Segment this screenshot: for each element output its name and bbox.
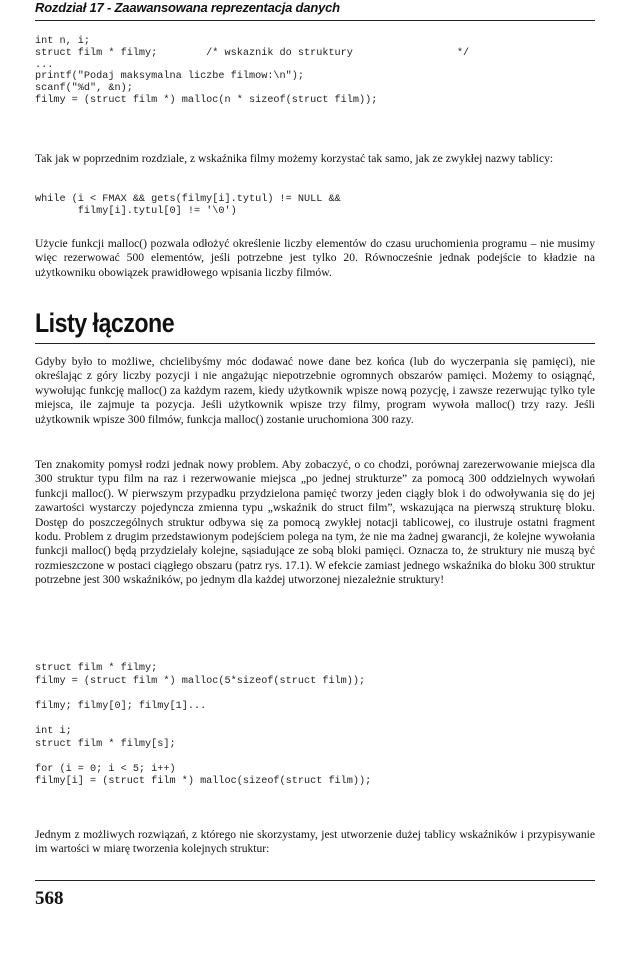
running-header: Rozdział 17 - Zaawansowana reprezentacja danych bbox=[35, 0, 340, 15]
header-rule bbox=[35, 20, 595, 21]
section-heading-rule bbox=[35, 343, 595, 344]
footer-rule bbox=[35, 880, 595, 881]
paragraph-noncontiguous-problem: Ten znakomity pomysł rodzi jednak nowy problem. Aby zobaczyć, o co chodzi, porównaj zarezerwowanie miejsca dla 300 struktur typu film na raz i rezerwowanie miejsca „po jednej strukturze” za pomocą 300 oddzielnych wywołań funkcji malloc(). W pierwszym przypadku przydzielona pamięć tworzy jeden ciągły blok i do odwoływania się do jej zawartości wystarczy pojedyncza zmienna typu „wskaźnik do struct film”, wskazująca na pierwszą strukturę bloku. Dostęp do poszczególnych struktur odbywa się za pomocą zwykłej notacji tablicowej, co ilustruje ostatni fragment kodu. Problem z drugim przedstawionym podejściem polega na tym, że nie ma żadnej gwarancji, że kolejne wywołania funkcji malloc() będą przydzielały kolejne, sąsiadujące ze sobą bloki pamięci. Oznacza to, że struktury nie muszą być rozmieszczone w postaci ciągłego obszaru (patrz rys. 17.1). W efekcie zamiast jednego wskaźnika do bloku 300 struktur potrzebne jest 300 wskaźników, po jednym dla każdej utworzonej niezależnie struktury! bbox=[35, 458, 595, 587]
page-number: 568 bbox=[35, 888, 64, 909]
paragraph-malloc-benefit: Użycie funkcji malloc() pozwala odłożyć określenie liczby elementów do czasu uruchomienia programu – nie musimy więc rezerwować 500 elementów, jeśli potrzebne jest tylko 20. Równocześnie jednak podejście to kładzie na użytkowniku obowiązek prawidłowego wpisania liczby filmów. bbox=[35, 237, 595, 279]
section-heading: Listy łączone bbox=[35, 308, 175, 338]
code-block-struct-array: struct film * filmy; filmy = (struct film *) malloc(5*sizeof(struct film)); filmy; filmy[0]; filmy[1]... int i; struct film * filmy[s]; for (i = 0; i < 5; i++) filmy[i] = (struct film *) malloc(sizeof(struct film)); bbox=[35, 663, 372, 788]
paragraph-pointer-array-solution: Jednym z możliwych rozwiązań, z którego nie skorzystamy, jest utworzenie dużej tablicy wskaźników i przypisywanie im wartości w miarę tworzenia kolejnych struktur: bbox=[35, 828, 595, 856]
paragraph-dynamic-allocation: Gdyby było to możliwe, chcielibyśmy móc dodawać nowe dane bez końca (lub do wyczerpania się pamięci), nie określając z góry liczby pozycji i nie angażując niepotrzebnie ogromnych obszarów pamięci. Możemy to osiągnąć, wywołując funkcję malloc() za każdym razem, kiedy użytkownik wpisze nową pozycję, i zawsze rezerwując tylko tyle miejsca, ile zajmuje ta pozycja. Jeśli użytkownik wpisze trzy filmy, program wywoła malloc() trzy razy. Jeśli użytkownik wpisze 300 filmów, funkcja malloc() zostanie uruchomiona 300 razy. bbox=[35, 355, 595, 426]
code-block-malloc-n: int n, i; struct film * filmy; /* wskaznik do struktury */ ... printf("Podaj maksymalna liczbe filmow:\n"); scanf("%d", &n); filmy = (struct film *) malloc(n * sizeof(struct film)); bbox=[35, 36, 470, 106]
paragraph-pointer-as-array: Tak jak w poprzednim rozdziale, z wskaźnika filmy możemy korzystać tak samo, jak ze zwykłej nazwy tablicy: bbox=[35, 152, 554, 165]
code-block-while-gets: while (i < FMAX && gets(filmy[i].tytul) != NULL && filmy[i].tytul[0] != '\0') bbox=[35, 194, 341, 217]
